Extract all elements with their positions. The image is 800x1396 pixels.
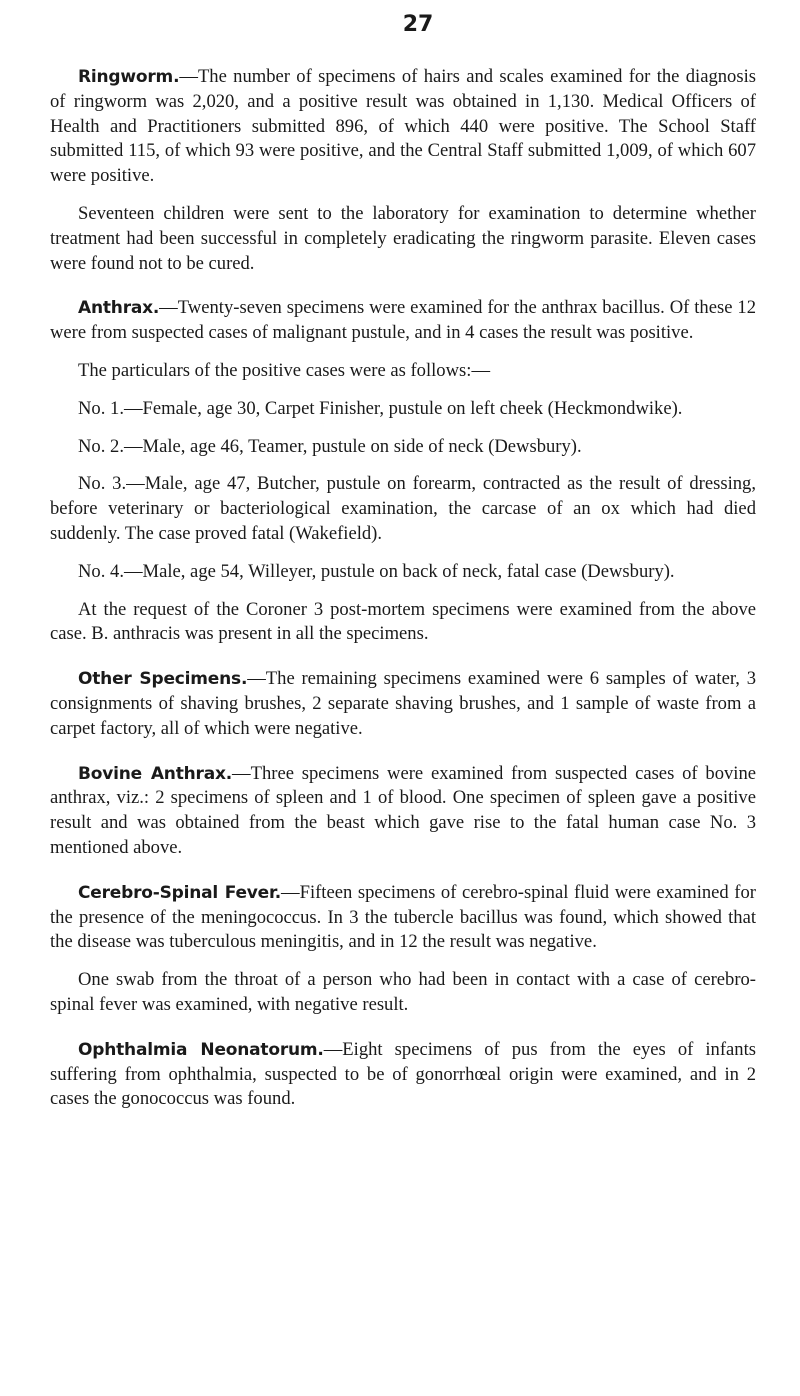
anthrax-case-1: No. 1.—Female, age 30, Carpet Finisher, pustule on left cheek (Heckmondwike). — [78, 397, 683, 419]
bovine-anthrax-paragraph — [50, 762, 756, 861]
anthrax-case-4: No. 4.—Male, age 54, Willeyer, pustule on back of neck, fatal case (Dewsbury). — [78, 560, 675, 582]
anthrax-case-2: No. 2.—Male, age 46, Teamer, pustule on side of neck (Dewsbury). — [78, 435, 582, 457]
cerebro-spinal-text: —Fifteen specimens of cerebro-spinal fluid were examined for the presence of the meningococcus. In 3 the tubercle bacillus was found, which showed that the disease was tuberculous meningitis, and in 12 the result was negative. — [50, 881, 756, 953]
ringworm-paragraph — [50, 65, 756, 189]
anthrax-text: —Twenty-seven specimens were examined for the anthrax bacillus. Of these 12 were from suspected cases of malignant pustule, and in 4 cases the result was positive. — [50, 297, 756, 344]
anthrax-heading: Anthrax. — [78, 298, 160, 319]
cerebro-spinal-paragraph — [50, 881, 756, 955]
ophthalmia-text: —Eight specimens of pus from the eyes of infants suffering from ophthalmia, suspected to be of gonorrhœal origin were examined, and in 2 cases the gonococcus was found. — [50, 1038, 756, 1110]
other-specimens-paragraph — [50, 667, 756, 741]
other-specimens-text: —The remaining specimens examined were 6 samples of water, 3 consignments of shaving brushes, 2 separate shaving brushes, and 1 sample of waste from a carpet factory, all of which were negative. — [50, 668, 756, 739]
anthrax-particulars-paragraph: The particulars of the positive cases were as follows:— — [78, 359, 491, 381]
ringworm-heading: Ringworm. — [78, 67, 180, 87]
ringworm-followup-paragraph: Seventeen children were sent to the laboratory for examination to determine whether treatment had been successful in completely eradicating the ringworm parasite. Eleven cases were found not to be cured. — [50, 202, 756, 274]
cerebro-spinal-swab-paragraph: One swab from the throat of a person who had been in contact with a case of cerebro-spinal fever was examined, with negative result. — [50, 969, 756, 1015]
document-page — [50, 12, 756, 1125]
other-specimens-heading: Other Specimens. — [78, 669, 248, 690]
anthrax-coroner-paragraph: At the request of the Coroner 3 post-mortem specimens were examined from the above case. B. anthracis was present in all the specimens. — [50, 598, 756, 645]
anthrax-paragraph — [50, 296, 756, 346]
page-number: 27 — [402, 12, 434, 37]
ophthalmia-paragraph — [50, 1038, 756, 1112]
anthrax-case-3: No. 3.—Male, age 47, Butcher, pustule on forearm, contracted as the result of dressing, before veterinary or bacteriological examination, the carcase of an ox which had died suddenly. The case proved fatal (Wakefield). — [50, 473, 756, 544]
bovine-anthrax-text: —Three specimens were examined from suspected cases of bovine anthrax, viz.: 2 specimens of spleen and 1 of blood. One specimen of spleen gave a positive result and was obtained from the beast which gave rise to the fatal human case No. 3 mentioned above. — [50, 762, 756, 858]
cerebro-spinal-heading: Cerebro-Spinal Fever. — [78, 882, 282, 903]
ophthalmia-heading: Ophthalmia Neonatorum. — [78, 1039, 324, 1060]
ringworm-text: —The number of specimens of hairs and scales examined for the diagnosis of ringworm was 2,020, and a positive result was obtained in 1,130. Medical Officers of Health and Practitioners submitted 896, of which 440 were positive. The School Staff submitted 115, of which 93 were positive, and the Central Staff submitted 1,009, of which 607 were positive. — [50, 66, 756, 187]
bovine-anthrax-heading: Bovine Anthrax. — [78, 763, 233, 784]
